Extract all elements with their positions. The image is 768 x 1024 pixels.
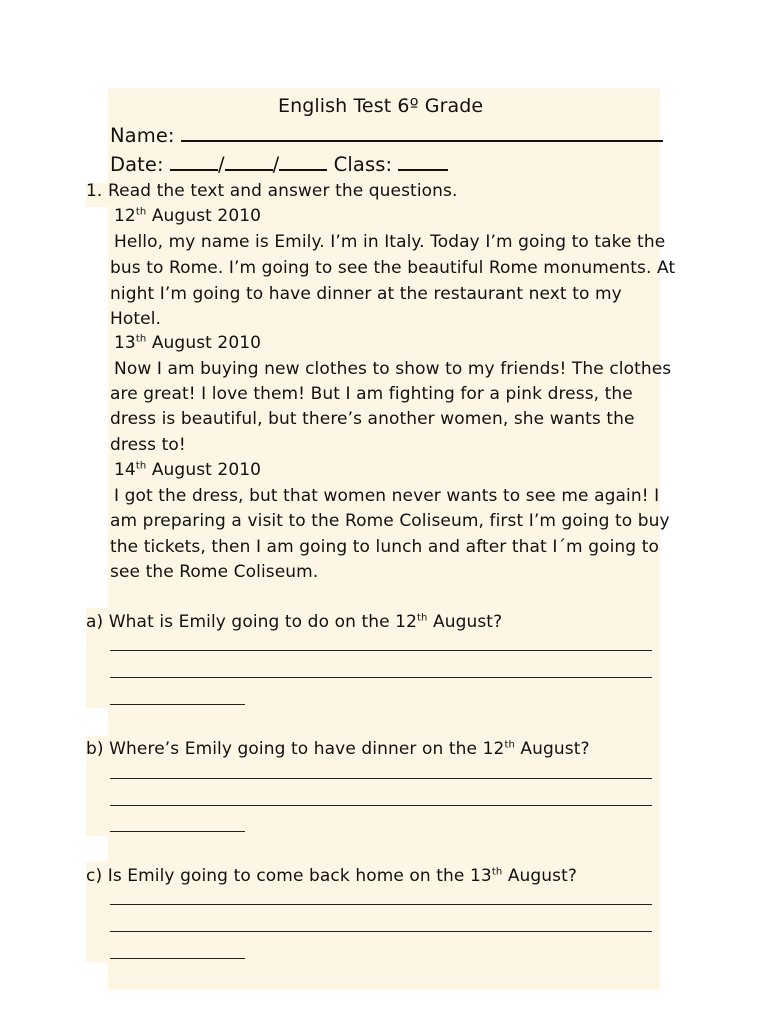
entry-date: 12th August 2010: [114, 206, 262, 226]
date-month-field[interactable]: [225, 152, 273, 171]
question-letter: a): [86, 612, 104, 632]
page-title: English Test 6º Grade: [278, 95, 484, 117]
entry-text-line: are great! I love them! But I am fighting for a pink dress, the: [110, 384, 633, 404]
name-field[interactable]: [181, 123, 663, 142]
class-field[interactable]: [398, 152, 448, 171]
question-b: [86, 737, 590, 761]
entry-text-line: dress to!: [110, 435, 186, 455]
exercise-instruction: Read the text and answer the questions.: [108, 181, 458, 201]
answer-line[interactable]: [110, 805, 652, 806]
entry-text-line: am preparing a visit to the Rome Coliseum, first I’m going to buy: [110, 511, 670, 531]
date-class-row: [110, 152, 448, 177]
entry-text-line: Now I am buying new clothes to show to my friends! The clothes: [114, 359, 672, 379]
question-a: [86, 610, 502, 634]
entry-text-line: bus to Rome. I’m going to see the beautiful Rome monuments. At: [110, 258, 676, 278]
answer-line[interactable]: [110, 677, 652, 678]
answer-line[interactable]: [110, 958, 245, 959]
answer-line[interactable]: [110, 778, 652, 779]
date-year-field[interactable]: [279, 152, 327, 171]
entry-text-line: the tickets, then I am going to lunch and after that I´m going to: [110, 537, 659, 557]
question-letter: c): [86, 866, 103, 886]
entry-text-line: Hotel.: [110, 309, 162, 329]
date-separator: /: [218, 153, 225, 176]
entry-text-line: Hello, my name is Emily. I’m in Italy. Today I’m going to take the: [114, 232, 666, 252]
entry-text-line: dress is beautiful, but there’s another women, she wants the: [110, 409, 635, 429]
question-text: What is Emily going to do on the 12th August?: [108, 612, 503, 632]
entry-date: 13th August 2010: [114, 333, 262, 353]
date-day-field[interactable]: [170, 152, 218, 171]
name-row: [110, 123, 663, 148]
date-separator: /: [272, 153, 280, 176]
question-text: Is Emily going to come back home on the 13th August?: [107, 866, 578, 886]
test-sheet: [86, 88, 676, 990]
answer-line[interactable]: [110, 831, 245, 832]
entry-text-line: I got the dress, but that women never wants to see me again! I: [114, 486, 660, 506]
answer-line[interactable]: [110, 904, 652, 905]
entry-text-line: see the Rome Coliseum.: [110, 562, 319, 582]
question-c: [86, 864, 577, 888]
name-label: Name:: [110, 124, 175, 147]
question-letter: b): [86, 739, 104, 759]
entry-date: 14th August 2010: [114, 460, 262, 480]
date-label: Date:: [110, 153, 164, 176]
question-text: Where’s Emily going to have dinner on the 12th August?: [109, 739, 590, 759]
exercise-number: 1.: [86, 181, 103, 201]
entry-text-line: night I’m going to have dinner at the restaurant next to my: [110, 284, 622, 304]
answer-line[interactable]: [110, 704, 245, 705]
answer-line[interactable]: [110, 931, 652, 932]
answer-line[interactable]: [110, 650, 652, 651]
class-label: Class:: [333, 153, 393, 176]
